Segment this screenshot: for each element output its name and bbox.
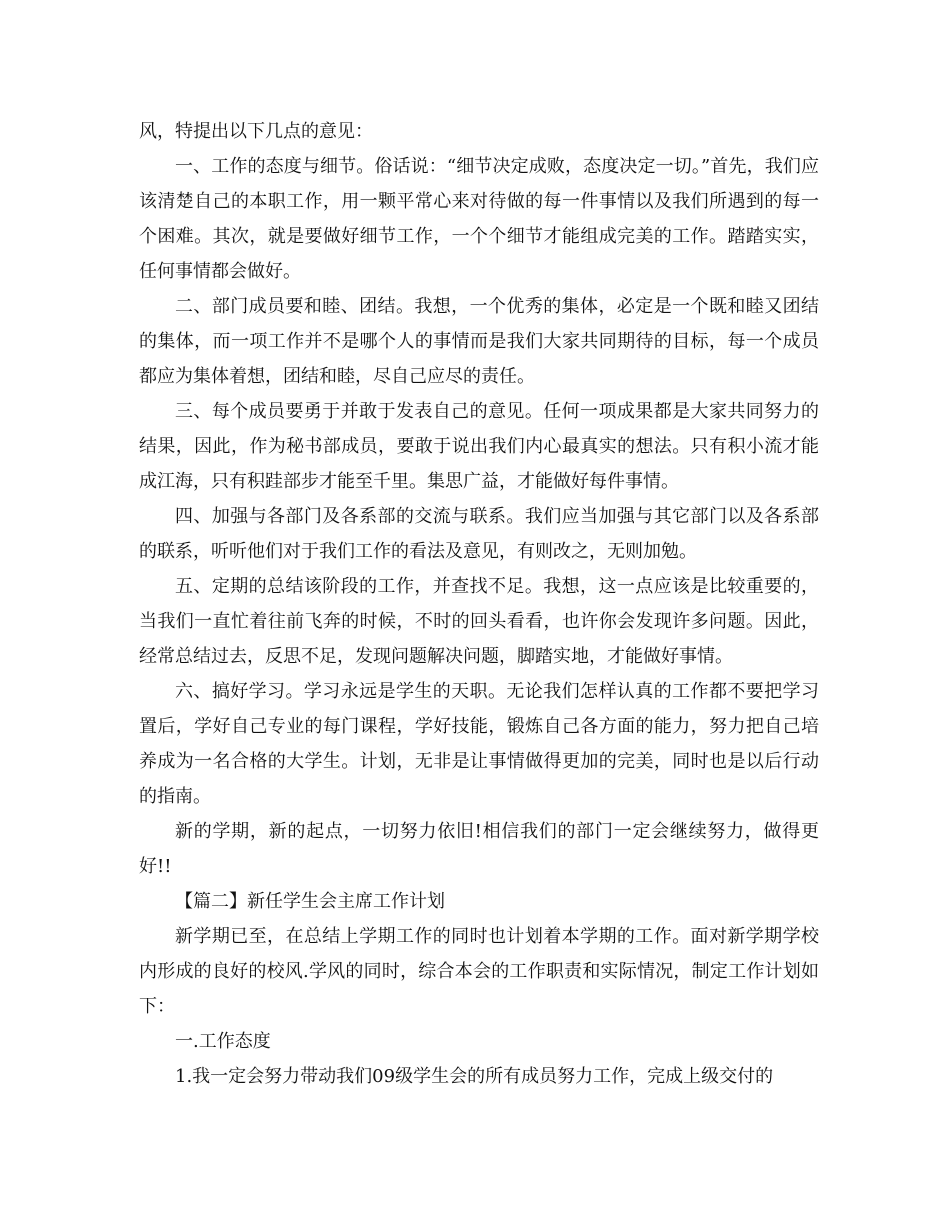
subheading-work-attitude: 一.工作态度 xyxy=(175,1031,271,1052)
paragraph-intro: 风，特提出以下几点的意见： xyxy=(139,121,373,142)
paragraph-point-6: 六、搞好学习。学习永远是学生的天职。无论我们怎样认真的工作都不要把学习置后，学好自己专业的每门课程，学好技能，锻炼自己各方面的能力，努力把自己培养成为一名合格的大学生。计划，无非是让事情做得更加的完美，同时也是以后行动的指南。 xyxy=(139,681,819,807)
paragraph-point-1: 一、工作的态度与细节。俗话说：“细节决定成败，态度决定一切。”首先，我们应该清楚自己的本职工作，用一颗平常心来对待做的每一件事情以及我们所遇到的每一个困难。其次，就是要做好细节工作，一个个细节才能组成完美的工作。踏踏实实，任何事情都会做好。 xyxy=(139,156,819,282)
paragraph-point-4: 四、加强与各部门及各系部的交流与联系。我们应当加强与其它部门以及各系部的联系，听听他们对于我们工作的看法及意见，有则改之，无则加勉。 xyxy=(139,506,819,562)
paragraph-point-5: 五、定期的总结该阶段的工作，并查找不足。我想，这一点应该是比较重要的，当我们一直忙着往前飞奔的时候，不时的回头看看，也许你会发现许多问题。因此，经常总结过去，反思不足，发现问题解决问题，脚踏实地，才能做好事情。 xyxy=(139,576,819,667)
paragraph-point-3: 三、每个成员要勇于并敢于发表自己的意见。任何一项成果都是大家共同努力的结果，因此，作为秘书部成员，要敢于说出我们内心最真实的想法。只有积小流才能成江海，只有积跬部步才能至千里。集思广益，才能做好每件事情。 xyxy=(139,401,819,492)
paragraph-point-2: 二、部门成员要和睦、团结。我想，一个优秀的集体，必定是一个既和睦又团结的集体，而一项工作并不是哪个人的事情而是我们大家共同期待的目标，每一个成员都应为集体着想，团结和睦，尽自己应尽的责任。 xyxy=(139,296,819,387)
paragraph-item-1: 1.我一定会努力带动我们09级学生会的所有成员努力工作，完成上级交付的 xyxy=(175,1066,774,1087)
section-heading: 【篇二】新任学生会主席工作计划 xyxy=(175,891,445,912)
paragraph-closing: 新的学期，新的起点，一切努力依旧!相信我们的部门一定会继续努力，做得更好!! xyxy=(139,821,819,877)
document-body xyxy=(139,114,819,1094)
paragraph-section-intro: 新学期已至，在总结上学期工作的同时也计划着本学期的工作。面对新学期学校内形成的良好的校风.学风的同时，综合本会的工作职责和实际情况，制定工作计划如下： xyxy=(139,926,819,1017)
